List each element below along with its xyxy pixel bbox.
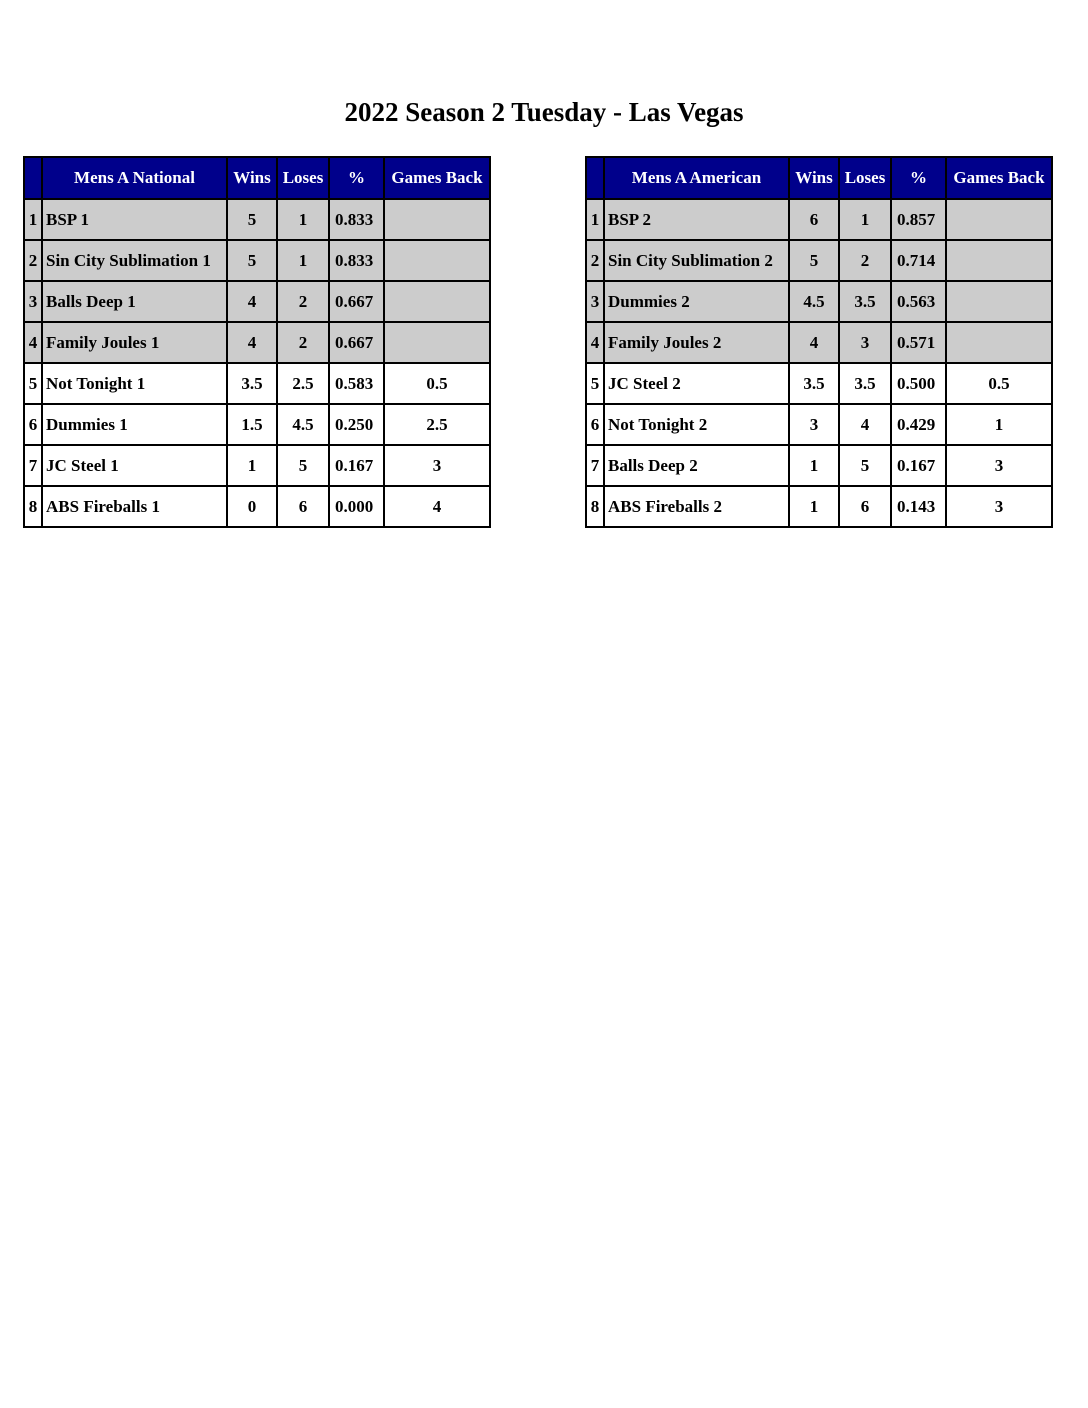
- table-row: [586, 363, 1052, 404]
- pct-cell: 0.714: [891, 240, 946, 281]
- wins-cell: 1.5: [227, 404, 277, 445]
- pct-header: %: [329, 157, 384, 199]
- table-body: [586, 199, 1052, 527]
- pct-header: %: [891, 157, 946, 199]
- rank-cell: 5: [24, 363, 42, 404]
- wins-cell: 5: [227, 199, 277, 240]
- loses-cell: 6: [277, 486, 329, 527]
- team-name-cell: ABS Fireballs 1: [42, 486, 227, 527]
- games-back-header: Games Back: [384, 157, 490, 199]
- team-name-cell: ABS Fireballs 2: [604, 486, 789, 527]
- rank-cell: 3: [24, 281, 42, 322]
- team-name-cell: Family Joules 1: [42, 322, 227, 363]
- games-back-cell: 4: [384, 486, 490, 527]
- wins-cell: 3: [789, 404, 839, 445]
- table-row: [24, 404, 490, 445]
- games-back-cell: 0.5: [384, 363, 490, 404]
- loses-header: Loses: [839, 157, 891, 199]
- wins-cell: 4.5: [789, 281, 839, 322]
- games-back-cell: [946, 322, 1052, 363]
- wins-cell: 3.5: [227, 363, 277, 404]
- table-row: [586, 404, 1052, 445]
- rank-cell: 5: [586, 363, 604, 404]
- wins-cell: 1: [789, 445, 839, 486]
- team-name-cell: Not Tonight 1: [42, 363, 227, 404]
- wins-cell: 1: [789, 486, 839, 527]
- rank-cell: 3: [586, 281, 604, 322]
- loses-cell: 2: [277, 281, 329, 322]
- table-row: [586, 486, 1052, 527]
- rank-cell: 2: [24, 240, 42, 281]
- rank-cell: 6: [586, 404, 604, 445]
- division-header: Mens A National: [42, 157, 227, 199]
- loses-cell: 2: [277, 322, 329, 363]
- table-row: [586, 240, 1052, 281]
- games-back-cell: [946, 240, 1052, 281]
- loses-cell: 2.5: [277, 363, 329, 404]
- games-back-cell: [946, 281, 1052, 322]
- team-name-cell: JC Steel 1: [42, 445, 227, 486]
- rank-cell: 1: [586, 199, 604, 240]
- rank-header: [586, 157, 604, 199]
- division-header: Mens A American: [604, 157, 789, 199]
- pct-cell: 0.167: [329, 445, 384, 486]
- rank-cell: 4: [586, 322, 604, 363]
- pct-cell: 0.571: [891, 322, 946, 363]
- team-name-cell: JC Steel 2: [604, 363, 789, 404]
- table-row: [24, 486, 490, 527]
- team-name-cell: Family Joules 2: [604, 322, 789, 363]
- team-name-cell: Balls Deep 1: [42, 281, 227, 322]
- games-back-cell: 3: [384, 445, 490, 486]
- pct-cell: 0.857: [891, 199, 946, 240]
- rank-cell: 8: [24, 486, 42, 527]
- table-row: [24, 240, 490, 281]
- loses-cell: 5: [277, 445, 329, 486]
- rank-cell: 6: [24, 404, 42, 445]
- team-name-cell: Balls Deep 2: [604, 445, 789, 486]
- pct-cell: 0.563: [891, 281, 946, 322]
- wins-cell: 4: [227, 281, 277, 322]
- team-name-cell: Sin City Sublimation 1: [42, 240, 227, 281]
- wins-cell: 0: [227, 486, 277, 527]
- loses-cell: 6: [839, 486, 891, 527]
- table-row: [24, 445, 490, 486]
- games-back-cell: [384, 322, 490, 363]
- table-body: [24, 199, 490, 527]
- pct-cell: 0.667: [329, 322, 384, 363]
- loses-cell: 3.5: [839, 281, 891, 322]
- pct-cell: 0.833: [329, 240, 384, 281]
- table-row: [24, 322, 490, 363]
- table-row: [586, 281, 1052, 322]
- rank-cell: 2: [586, 240, 604, 281]
- pct-cell: 0.583: [329, 363, 384, 404]
- pct-cell: 0.000: [329, 486, 384, 527]
- loses-cell: 4: [839, 404, 891, 445]
- table-row: [24, 199, 490, 240]
- team-name-cell: Sin City Sublimation 2: [604, 240, 789, 281]
- loses-cell: 1: [277, 199, 329, 240]
- pct-cell: 0.250: [329, 404, 384, 445]
- rank-cell: 4: [24, 322, 42, 363]
- games-back-cell: 1: [946, 404, 1052, 445]
- loses-cell: 2: [839, 240, 891, 281]
- pct-cell: 0.500: [891, 363, 946, 404]
- team-name-cell: Dummies 1: [42, 404, 227, 445]
- loses-cell: 5: [839, 445, 891, 486]
- table-row: [586, 445, 1052, 486]
- table-header-row: [24, 157, 490, 199]
- rank-header: [24, 157, 42, 199]
- rank-cell: 8: [586, 486, 604, 527]
- rank-cell: 1: [24, 199, 42, 240]
- games-back-cell: [384, 281, 490, 322]
- american-standings-table: [585, 156, 1053, 528]
- pct-cell: 0.667: [329, 281, 384, 322]
- wins-cell: 4: [789, 322, 839, 363]
- loses-cell: 3: [839, 322, 891, 363]
- pct-cell: 0.167: [891, 445, 946, 486]
- loses-cell: 1: [277, 240, 329, 281]
- games-back-cell: 0.5: [946, 363, 1052, 404]
- wins-cell: 4: [227, 322, 277, 363]
- table-row: [586, 199, 1052, 240]
- team-name-cell: Not Tonight 2: [604, 404, 789, 445]
- wins-cell: 1: [227, 445, 277, 486]
- wins-header: Wins: [789, 157, 839, 199]
- team-name-cell: Dummies 2: [604, 281, 789, 322]
- loses-cell: 4.5: [277, 404, 329, 445]
- loses-cell: 1: [839, 199, 891, 240]
- games-back-cell: [384, 240, 490, 281]
- loses-header: Loses: [277, 157, 329, 199]
- rank-cell: 7: [586, 445, 604, 486]
- wins-cell: 6: [789, 199, 839, 240]
- games-back-cell: 2.5: [384, 404, 490, 445]
- team-name-cell: BSP 1: [42, 199, 227, 240]
- wins-cell: 5: [789, 240, 839, 281]
- games-back-cell: [946, 199, 1052, 240]
- national-standings-table: [23, 156, 491, 528]
- games-back-cell: 3: [946, 445, 1052, 486]
- page-title: 2022 Season 2 Tuesday - Las Vegas: [344, 97, 744, 127]
- table-row: [24, 363, 490, 404]
- pct-cell: 0.833: [329, 199, 384, 240]
- games-back-cell: 3: [946, 486, 1052, 527]
- pct-cell: 0.429: [891, 404, 946, 445]
- games-back-cell: [384, 199, 490, 240]
- team-name-cell: BSP 2: [604, 199, 789, 240]
- wins-header: Wins: [227, 157, 277, 199]
- table-row: [24, 281, 490, 322]
- wins-cell: 3.5: [789, 363, 839, 404]
- pct-cell: 0.143: [891, 486, 946, 527]
- rank-cell: 7: [24, 445, 42, 486]
- table-header-row: [586, 157, 1052, 199]
- games-back-header: Games Back: [946, 157, 1052, 199]
- wins-cell: 5: [227, 240, 277, 281]
- table-row: [586, 322, 1052, 363]
- loses-cell: 3.5: [839, 363, 891, 404]
